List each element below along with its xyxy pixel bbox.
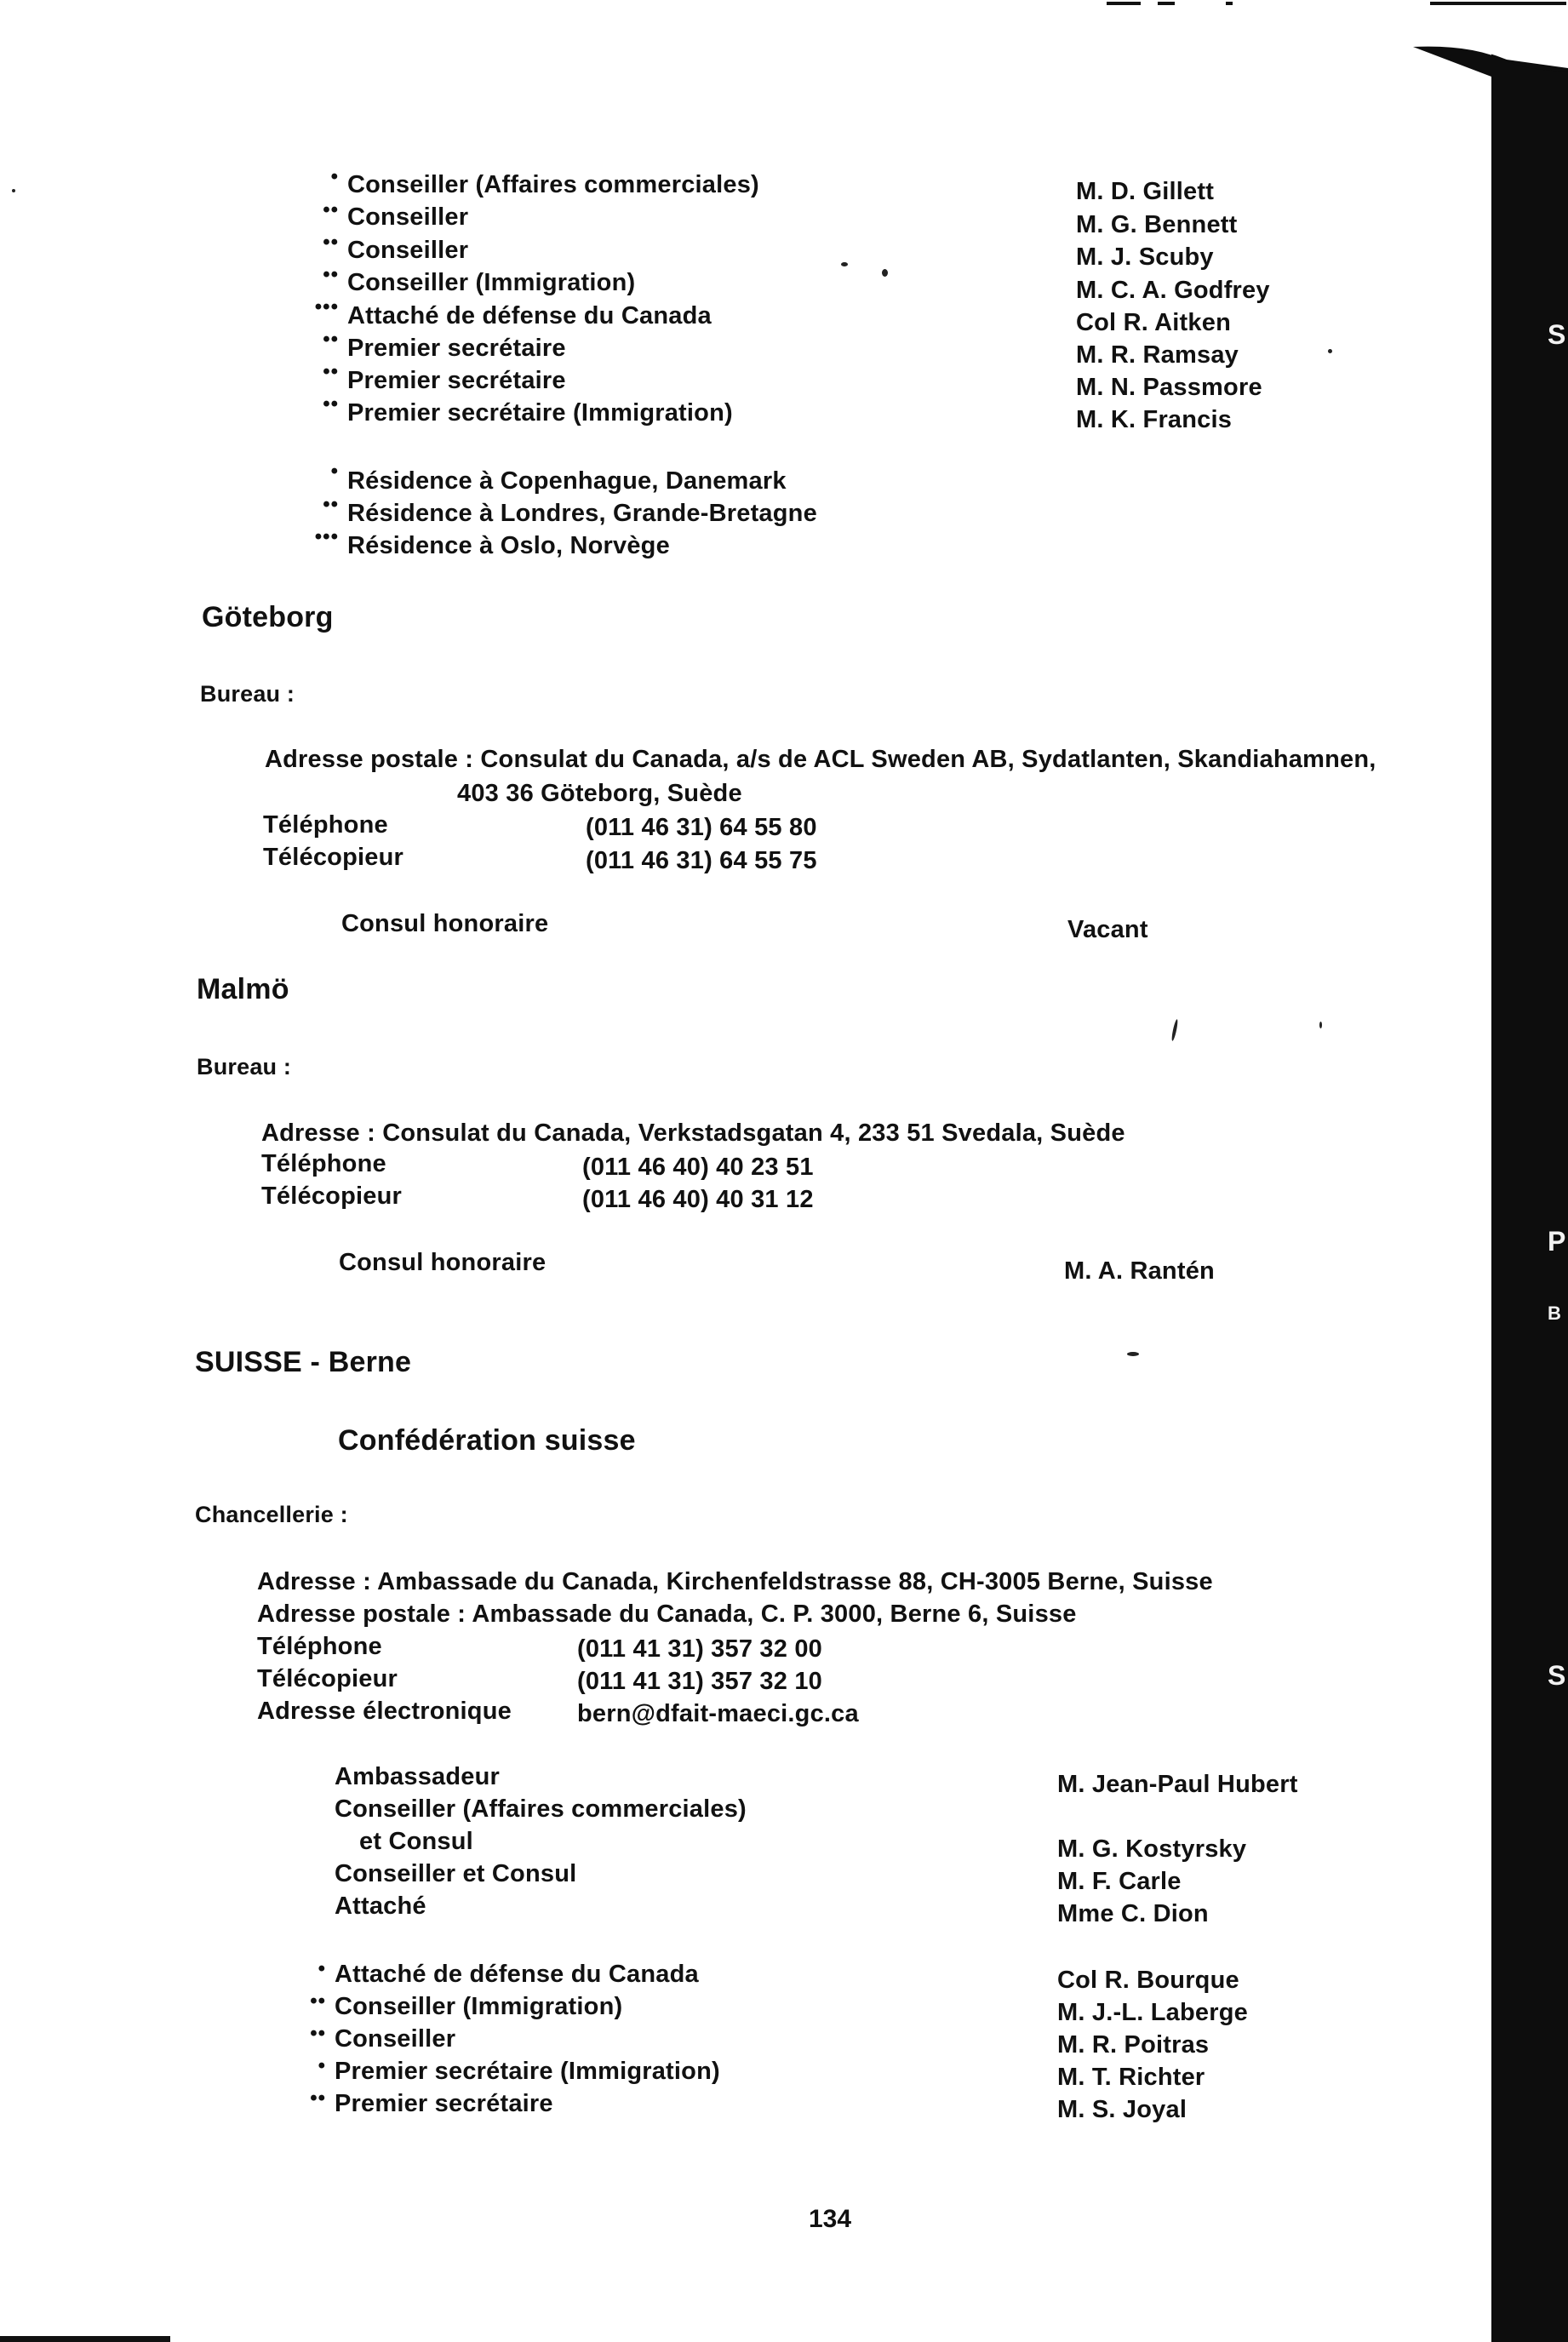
page-number: 134: [809, 2205, 852, 2233]
staff-title: Premier secrétaire (Immigration): [335, 2058, 720, 2085]
residence-note: Résidence à Copenhague, Danemark: [347, 467, 787, 495]
footnote-stars: •: [330, 165, 339, 188]
postal-address-line: 403 36 Göteborg, Suède: [457, 780, 742, 807]
scan-speck: [1170, 1019, 1178, 1041]
staff-name: M. Jean-Paul Hubert: [1057, 1771, 1298, 1798]
fax-label: Télécopieur: [261, 1182, 402, 1210]
staff-name: Col R. Bourque: [1057, 1967, 1239, 1994]
footnote-stars: •••: [314, 295, 339, 318]
staff-title: Attaché: [335, 1892, 426, 1920]
staff-name: Vacant: [1067, 916, 1148, 943]
staff-title: Premier secrétaire: [347, 335, 566, 362]
edge-letter: S: [1548, 319, 1566, 350]
bureau-label: Bureau :: [197, 1054, 292, 1079]
footnote-stars: ••: [323, 328, 339, 351]
staff-title: Conseiller: [347, 203, 469, 231]
staff-title: Attaché de défense du Canada: [335, 1961, 699, 1988]
footnote-stars: ••: [310, 2087, 326, 2110]
staff-title: Consul honoraire: [339, 1249, 547, 1276]
staff-title: Premier secrétaire: [335, 2090, 553, 2117]
postal-address-line: Adresse postale : Consulat du Canada, a/s de ACL Sweden AB, Sydatlanten, Skandiahamnen,: [265, 746, 1376, 773]
staff-name: M. J. Scuby: [1076, 243, 1214, 271]
bottom-edge-mark: [0, 2336, 170, 2342]
phone-label: Téléphone: [257, 1633, 382, 1660]
staff-name: M. S. Joyal: [1057, 2096, 1187, 2123]
email-address: bern@dfait-maeci.gc.ca: [577, 1700, 859, 1727]
footnote-stars: ••: [310, 1990, 326, 2013]
scan-speck: [1319, 1022, 1322, 1028]
staff-title: Conseiller (Immigration): [347, 269, 636, 296]
staff-title: et Consul: [359, 1828, 473, 1855]
section-heading: SUISSE - Berne: [195, 1346, 412, 1378]
postal-address-line: Adresse postale : Ambassade du Canada, C. P. 3000, Berne 6, Suisse: [257, 1600, 1077, 1628]
edge-letter: P: [1548, 1226, 1566, 1257]
section-heading: Malmö: [197, 973, 289, 1005]
footnote-stars: ••: [323, 360, 339, 383]
bureau-label: Bureau :: [200, 681, 295, 707]
edge-letter: S: [1548, 1660, 1566, 1691]
staff-name: M. G. Kostyrsky: [1057, 1835, 1247, 1863]
staff-title: Conseiller et Consul: [335, 1860, 577, 1887]
fax-label: Télécopieur: [263, 844, 403, 871]
staff-title: Attaché de défense du Canada: [347, 302, 712, 329]
staff-title: Premier secrétaire: [347, 367, 566, 394]
address-line: Adresse : Consulat du Canada, Verkstadsgatan 4, 233 51 Svedala, Suède: [261, 1119, 1125, 1147]
scan-speck: [1127, 1352, 1139, 1356]
staff-title: Conseiller (Immigration): [335, 1993, 623, 2020]
footnote-stars: ••: [323, 198, 339, 221]
footnote-stars: •: [318, 1957, 326, 1980]
scan-edge-bar: [1491, 51, 1568, 2342]
footnote-stars: ••: [310, 2022, 326, 2045]
footnote-stars: ••: [323, 392, 339, 415]
phone-label: Téléphone: [263, 811, 388, 839]
residence-note: Résidence à Londres, Grande-Bretagne: [347, 500, 817, 527]
staff-title: Conseiller (Affaires commerciales): [347, 171, 759, 198]
scan-speck: [841, 262, 848, 266]
staff-name: M. J.-L. Laberge: [1057, 1999, 1248, 2026]
scan-speck: [1328, 349, 1332, 353]
phone-number: (011 46 40) 40 23 51: [582, 1154, 814, 1181]
staff-name: M. A. Rantén: [1064, 1257, 1215, 1285]
staff-name: M. D. Gillett: [1076, 178, 1215, 205]
staff-name: M. T. Richter: [1057, 2064, 1205, 2091]
staff-name: Col R. Aitken: [1076, 309, 1231, 336]
staff-title: Conseiller (Affaires commerciales): [335, 1795, 747, 1823]
footnote-stars: •: [330, 460, 339, 483]
footnote-stars: ••: [323, 231, 339, 254]
staff-title: Conseiller: [347, 237, 469, 264]
footnote-stars: ••: [323, 493, 339, 516]
staff-name: M. K. Francis: [1076, 406, 1233, 433]
edge-letter: B: [1548, 1303, 1561, 1324]
scan-speck: [882, 269, 888, 277]
fax-label: Télécopieur: [257, 1665, 398, 1692]
scan-edge-curve: [1413, 0, 1568, 77]
staff-name: M. N. Passmore: [1076, 374, 1262, 401]
section-subheading: Confédération suisse: [338, 1424, 636, 1457]
scan-speck: [12, 189, 15, 192]
staff-name: M. C. A. Godfrey: [1076, 277, 1270, 304]
staff-name: M. G. Bennett: [1076, 211, 1238, 238]
top-edge-dashes: [1107, 0, 1568, 7]
phone-number: (011 41 31) 357 32 00: [577, 1635, 822, 1663]
staff-name: M. R. Ramsay: [1076, 341, 1239, 369]
staff-title: Consul honoraire: [341, 910, 549, 937]
staff-title: Ambassadeur: [335, 1763, 500, 1790]
staff-name: M. F. Carle: [1057, 1868, 1182, 1895]
address-line: Adresse : Ambassade du Canada, Kirchenfeldstrasse 88, CH-3005 Berne, Suisse: [257, 1568, 1213, 1595]
staff-name: M. R. Poitras: [1057, 2031, 1210, 2059]
staff-title: Conseiller: [335, 2025, 456, 2053]
fax-number: (011 41 31) 357 32 10: [577, 1668, 822, 1695]
fax-number: (011 46 31) 64 55 75: [586, 847, 817, 874]
footnote-stars: •: [318, 2054, 326, 2077]
staff-name: Mme C. Dion: [1057, 1900, 1209, 1927]
chancellerie-label: Chancellerie :: [195, 1502, 348, 1527]
fax-number: (011 46 40) 40 31 12: [582, 1186, 814, 1213]
footnote-stars: •••: [314, 525, 339, 548]
footnote-stars: ••: [323, 263, 339, 286]
email-label: Adresse électronique: [257, 1698, 512, 1725]
residence-note: Résidence à Oslo, Norvège: [347, 532, 670, 559]
section-heading: Göteborg: [202, 601, 334, 633]
staff-title: Premier secrétaire (Immigration): [347, 399, 733, 427]
phone-label: Téléphone: [261, 1150, 386, 1177]
phone-number: (011 46 31) 64 55 80: [586, 814, 817, 841]
